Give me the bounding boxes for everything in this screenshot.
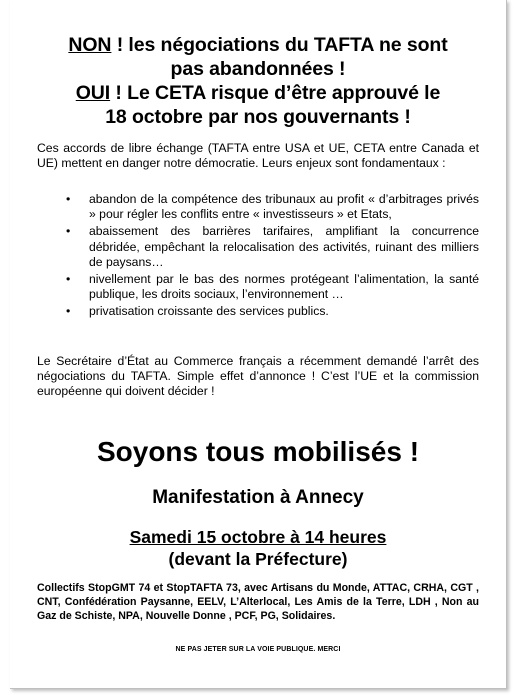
list-item-text: privatisation croissante des services publics. [89, 304, 329, 319]
headline-line-3-rest: ! Le CETA risque d’être approuvé le [110, 82, 441, 104]
event-date-text: Samedi 15 octobre à 14 heures [129, 527, 387, 547]
footer-note: NE PAS JETER SUR LA VOIE PUBLIQUE. MERCI [175, 646, 341, 653]
headline-non [10, 33, 506, 81]
headline-oui [10, 81, 506, 129]
bullet-icon: • [66, 272, 71, 287]
organizers-list: Collectifs StopGMT 74 et StopTAFTA 73, avec Artisans du Monde, ATTAC, CRHA, CGT , CNT, Confédération Paysanne, EELV, L’Alterlocal, Les Amis de la Terre, LDH , Non au Gaz de Schiste, NPA, Nouvelle Donne , PCF, PG, Solidaires. [37, 582, 479, 622]
list-item [37, 304, 479, 319]
list-item [37, 224, 479, 270]
headline-line-3 [10, 81, 506, 105]
headline-non-word: NON [68, 34, 112, 56]
list-item-text: abaissement des barrières tarifaires, amplifiant la concurrence débridée, empêchant la relocalisation des activités, ruinant des milliers de paysans… [89, 224, 479, 269]
event-place: (devant la Préfecture) [168, 549, 348, 569]
minister-paragraph: Le Secrétaire d’État au Commerce français a récemment demandé l’arrêt des négociations du TAFTA. Simple effet d’annonce ! C’est l’UE et la commission européenne qui doivent décider ! [37, 354, 479, 399]
list-item [37, 192, 479, 222]
headline-line-1-rest: ! les négociations du TAFTA ne sont [111, 34, 448, 56]
bullet-icon: • [66, 304, 71, 319]
headline-line-1 [10, 33, 506, 57]
list-item [37, 272, 479, 302]
headline-line-2: pas abandonnées ! [170, 58, 346, 80]
issues-list [37, 192, 479, 322]
event-title: Manifestation à Annecy [152, 487, 364, 508]
headline-line-4: 18 octobre par nos gouvernants ! [105, 106, 411, 128]
call-to-action-heading: Soyons tous mobilisés ! [96, 436, 420, 467]
intro-paragraph: Ces accords de libre échange (TAFTA entre USA et UE, CETA entre Canada et UE) mettent en danger notre démocratie. Leurs enjeux sont fondamentaux : [37, 141, 479, 171]
bullet-icon: • [66, 192, 71, 206]
bullet-icon: • [66, 224, 71, 239]
list-item-text: abandon de la compétence des tribunaux au profit « d’arbitrages privés » pour régler les conflits entre « investisseurs » et Etats, [89, 192, 479, 222]
flyer-page [10, 0, 507, 689]
list-item-text: nivellement par le bas des normes protégeant l’alimentation, la santé publique, les droits sociaux, l’environnement … [89, 272, 479, 302]
headline-oui-word: OUI [75, 82, 111, 104]
event-date [10, 526, 506, 548]
